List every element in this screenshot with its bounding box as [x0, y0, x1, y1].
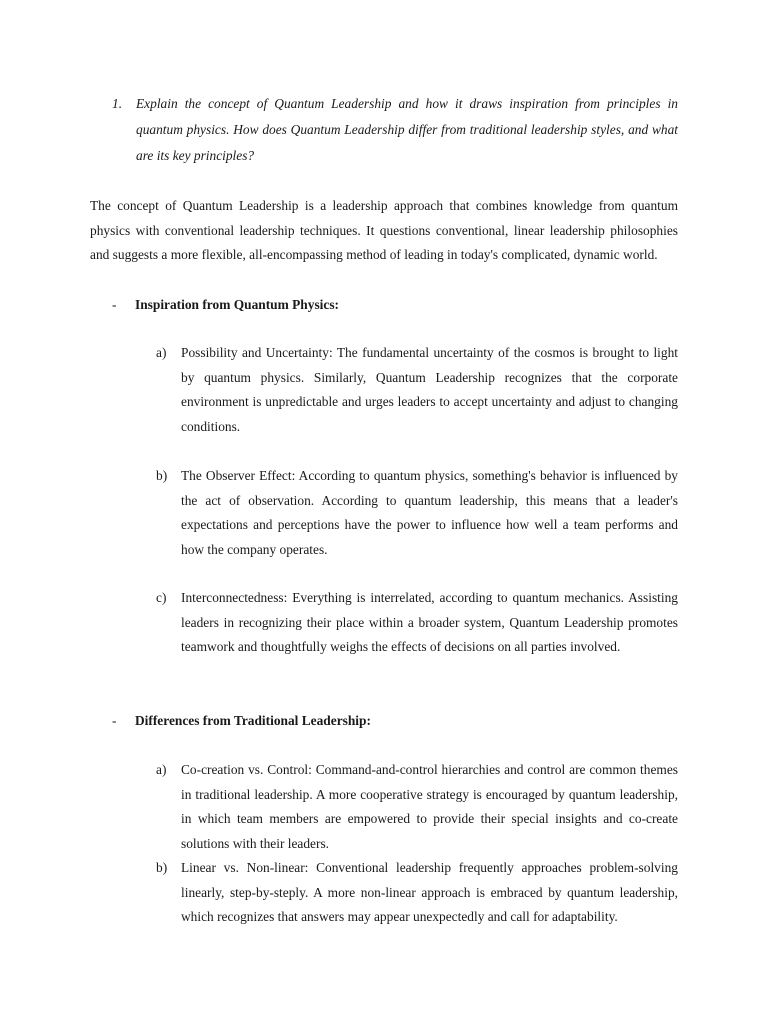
list-marker: b)	[156, 468, 168, 483]
list-item-text: Possibility and Uncertainty: The fundamental uncertainty of the cosmos is brought to light by quantum physics. Similarly, Quantum Leadership recognizes that the corporate environment is unpredictable and urges leaders to accept uncertainty and adjust to changing conditions.	[181, 345, 678, 434]
list-marker: c)	[156, 590, 167, 605]
list-item	[156, 464, 678, 562]
question	[112, 91, 678, 169]
section-heading-differences	[112, 709, 678, 733]
list-item	[156, 856, 678, 930]
question-number: 1.	[112, 96, 123, 111]
section-heading-text: Differences from Traditional Leadership:	[135, 713, 371, 728]
intro-paragraph: The concept of Quantum Leadership is a leadership approach that combines knowledge from quantum physics with conventional leadership techniques. It questions conventional, linear leadership philosophies and suggests a more flexible, all-encompassing method of leading in today's complicated, dynamic world.	[90, 198, 678, 262]
list-item-text: Linear vs. Non-linear: Conventional leadership frequently approaches problem-solving linearly, step-by-steply. A more non-linear approach is embraced by quantum leadership, which recognizes that answers may appear unexpectedly and call for adaptability.	[181, 860, 678, 924]
question-text: Explain the concept of Quantum Leadership and how it draws inspiration from principles in quantum physics. How does Quantum Leadership differ from traditional leadership styles, and what are its key principles?	[136, 96, 678, 163]
list-item-text: The Observer Effect: According to quantum physics, something's behavior is influenced by the act of observation. According to quantum leadership, this means that a leader's expectations and perceptions have the power to influence how well a team performs and how the company operates.	[181, 468, 678, 557]
section-heading-inspiration	[112, 293, 678, 317]
list-item	[156, 586, 678, 660]
list-item	[156, 341, 678, 439]
list-marker: b)	[156, 860, 168, 875]
list-item-text: Co-creation vs. Control: Command-and-control hierarchies and control are common themes in traditional leadership. A more cooperative strategy is encouraged by quantum leadership, in which team members are empowered to provide their special insights and co-create solutions with their leaders.	[181, 762, 678, 851]
list-item-text: Interconnectedness: Everything is interrelated, according to quantum mechanics. Assisting leaders in recognizing their place within a broader system, Quantum Leadership promotes teamwork and thoughtfully weighs the effects of decisions on all parties involved.	[181, 590, 678, 654]
list-item	[156, 758, 678, 856]
bullet-dash: -	[112, 713, 117, 728]
list-marker: a)	[156, 345, 167, 360]
section-heading-text: Inspiration from Quantum Physics:	[135, 297, 339, 312]
bullet-dash: -	[112, 297, 117, 312]
list-marker: a)	[156, 762, 167, 777]
